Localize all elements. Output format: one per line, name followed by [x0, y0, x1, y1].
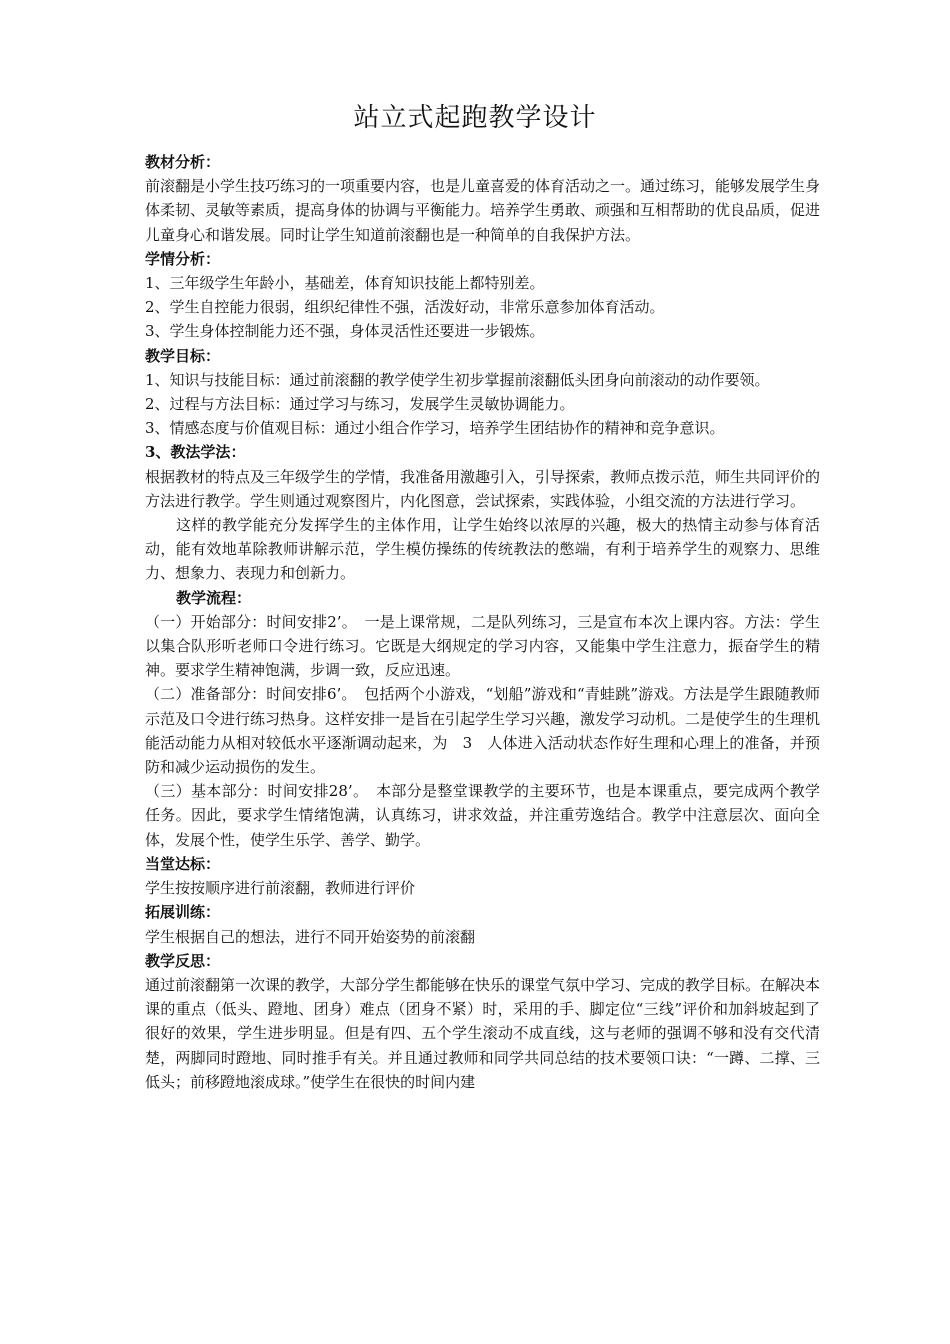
list-item: 3、学生身体控制能力还不强，身体灵活性还要进一步锻炼。: [145, 322, 545, 341]
process-part: （三）基本部分：时间安排28’。 本部分是整堂课教学的主要环节，也是本课重点，要完成两个教学任务。因此，要求学生情绪饱满，认真练习，讲求效益，并注重劳逸结合。教学中注意层次、面向全体，发展个性，使学生乐学、善学、勤学。: [145, 782, 820, 849]
paragraph: 通过前滚翻第一次课的教学，大部分学生都能够在快乐的课堂气氛中学习、完成的教学目标。在解决本课的重点（低头、蹬地、团身）难点（团身不紧）时，采用的手、脚定位“三线”评价和加斜坡起到了很好的效果，学生进步明显。但是有四、五个学生滚动不成直线，这与老师的强调不够和没有交代清楚，两脚同时蹬地、同时推手有关。并且通过教师和同学共同总结的技术要领口诀：“一蹲、二撑、三低头；前移蹬地滚成球。”使学生在很快的时间内建: [145, 975, 821, 1091]
section-heading-classroom-assessment: 当堂达标：: [145, 854, 221, 873]
document-title: 站立式起跑教学设计: [353, 103, 597, 133]
list-item: 3、情感态度与价值观目标：通过小组合作学习，培养学生团结协作的精神和竞争意识。: [145, 419, 725, 438]
section-heading-textbook-analysis: 教材分析：: [145, 153, 221, 171]
section-heading-extension-training: 拓展训练：: [145, 903, 221, 922]
paragraph: 学生根据自己的想法，进行不同开始姿势的前滚翻: [145, 927, 476, 946]
section-heading-student-analysis: 学情分析：: [145, 249, 221, 268]
list-item: 1、三年级学生年龄小，基础差，体育知识技能上都特别差。: [145, 274, 545, 293]
list-item: 1、知识与技能目标：通过前滚翻的教学使学生初步掌握前滚翻低头团身向前滚动的动作要领。: [145, 370, 770, 389]
process-part: （一）开始部分：时间安排2’。 一是上课常规，二是队列练习，三是宣布本次上课内容。方法：学生以集合队形听老师口令进行练习。它既是大纲规定的学习内容，又能集中学生注意力，振奋学生的精神。要求学生精神饱满，步调一致，反应迅速。: [145, 612, 820, 680]
section-heading-teaching-goals: 教学目标：: [145, 346, 221, 365]
section-heading-reflection: 教学反思：: [145, 951, 221, 970]
process-part: （二）准备部分：时间安排6’。 包括两个小游戏，“划船”游戏和“青蛙跳”游戏。方法是学生跟随教师示范及口令进行练习热身。这样安排一是旨在引起学生学习兴趣，激发学习动机。二是使学生的生理机能活动能力从相对较低水平逐渐调动起来，为 3 人体进入活动状态作好生理和心理上的准备，并预防和减少运动损伤的发生。: [145, 685, 821, 777]
paragraph: 前滚翻是小学生技巧练习的一项重要内容，也是儿童喜爱的体育活动之一。通过练习，能够发展学生身体柔韧、灵敏等素质，提高身体的协调与平衡能力。培养学生勇敢、顽强和互相帮助的优良品质，促进儿童身心和谐发展。同时让学生知道前滚翻也是一种简单的自我保护方法。: [145, 177, 821, 244]
paragraph: 学生按按顺序进行前滚翻，教师进行评价: [145, 879, 416, 898]
list-item: 2、过程与方法目标：通过学习与练习，发展学生灵敏协调能力。: [145, 395, 575, 414]
paragraph: 根据教材的特点及三年级学生的学情，我准备用激趣引入，引导探索，教师点拨示范，师生共同评价的方法进行教学。学生则通过观察图片，内化图意，尝试探索，实践体验，小组交流的方法进行学习。: [145, 467, 821, 510]
document-body: [145, 150, 820, 1094]
list-item: 2、学生自控能力很弱，组织纪律性不强，活泼好动，非常乐意参加体育活动。: [145, 298, 665, 317]
section-heading-teaching-process: 教学流程：: [176, 588, 252, 607]
paragraph: 这样的教学能充分发挥学生的主体作用，让学生始终以浓厚的兴趣，极大的热情主动参与体育活动，能有效地革除教师讲解示范，学生模仿操练的传统教法的憋端，有利于培养学生的观察力、思维力、想象力、表现力和创新力。: [145, 516, 820, 583]
section-heading-teaching-methods: 3、教法学法：: [145, 443, 246, 462]
